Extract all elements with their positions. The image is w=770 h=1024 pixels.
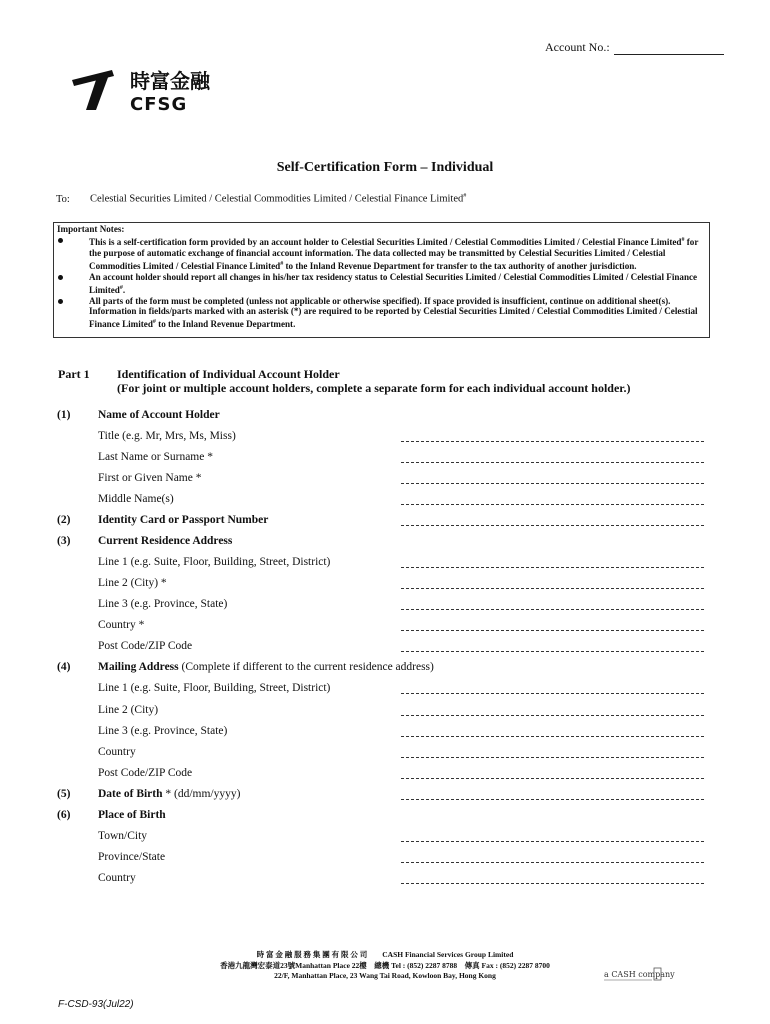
field-label: Country *	[98, 619, 145, 631]
field-label: Middle Name(s)	[98, 493, 174, 505]
form-number: F-CSD-93(Jul22)	[58, 999, 134, 1010]
field-blank-line[interactable]	[401, 693, 704, 694]
cfsg-logo	[70, 66, 230, 114]
field-label: Last Name or Surname *	[98, 451, 213, 463]
bullet-icon	[58, 238, 63, 243]
field-blank-line[interactable]	[401, 567, 704, 568]
field-label: Post Code/ZIP Code	[98, 640, 193, 652]
field-label: Title (e.g. Mr, Mrs, Ms, Miss)	[98, 430, 236, 442]
form-row	[0, 619, 770, 635]
field-blank-line[interactable]	[401, 630, 704, 631]
logo-english-text: CFSG	[130, 94, 188, 115]
form-row	[0, 451, 770, 467]
field-blank-line[interactable]	[401, 799, 704, 800]
form-row	[0, 430, 770, 446]
field-blank-line[interactable]	[401, 525, 704, 526]
important-notes-box	[53, 222, 710, 338]
to-value: Celestial Securities Limited / Celestial Commodities Limited / Celestial Finance Limited	[90, 193, 464, 205]
form-row	[0, 556, 770, 572]
bullet-icon	[58, 275, 63, 280]
field-blank-line[interactable]	[401, 651, 704, 652]
account-number-blank[interactable]	[614, 42, 724, 55]
note-item: All parts of the form must be completed (unless not applicable or otherwise specified). If space provided is insufficient, continue on additional sheet(s). Information in fields/parts marked with an asterisk (*) are required to be reported by Celestial Securities Limited / Celestial Commodities Limited / Celestial Finance Limited# to the Inland Revenue Department.	[57, 296, 706, 331]
notes-heading: Important Notes:	[57, 224, 125, 234]
form-row	[0, 830, 770, 846]
form-row	[0, 514, 770, 530]
field-blank-line[interactable]	[401, 862, 704, 863]
note-item: This is a self-certification form provided by an account holder to Celestial Securities Limited / Celestial Commodities Limited / Celestial Finance Limited# for the purpose of automatic exchange of financial account information. The data collected may be transmitted by Celestial Securities Limited / Celestial Commodities Limited / Celestial Finance Limited# to the Inland Revenue Department for transfer to the tax authority of another jurisdiction.	[57, 235, 706, 272]
field-blank-line[interactable]	[401, 441, 704, 442]
field-label: Name of Account Holder	[98, 409, 220, 421]
form-row	[0, 704, 770, 720]
field-blank-line[interactable]	[401, 757, 704, 758]
form-row	[0, 725, 770, 741]
to-mark: #	[463, 193, 467, 199]
field-blank-line[interactable]	[401, 609, 704, 610]
form-row	[0, 640, 770, 656]
field-label: Line 3 (e.g. Province, State)	[98, 725, 228, 737]
field-label: Line 1 (e.g. Suite, Floor, Building, Street, District)	[98, 556, 331, 568]
field-blank-line[interactable]	[401, 504, 704, 505]
part-heading: Identification of Individual Account Holder	[117, 367, 340, 381]
form-row	[0, 661, 770, 677]
bullet-icon	[58, 299, 63, 304]
svg-text:a CASH company: a CASH company	[604, 970, 675, 979]
field-blank-line[interactable]	[401, 883, 704, 884]
field-label: Line 2 (City) *	[98, 577, 167, 589]
form-row	[0, 872, 770, 888]
field-label: Country	[98, 872, 136, 884]
field-blank-line[interactable]	[401, 736, 704, 737]
part-title	[117, 367, 631, 395]
field-blank-line[interactable]	[401, 483, 704, 484]
footer-address-en: 22/F, Manhattan Place, 23 Wang Tai Road, Kowloon Bay, Hong Kong	[274, 971, 496, 980]
field-label: Current Residence Address	[98, 535, 233, 547]
field-blank-line[interactable]	[401, 841, 704, 842]
item-number: (5)	[57, 788, 71, 800]
field-label: Country	[98, 746, 136, 758]
item-number: (2)	[57, 514, 71, 526]
field-blank-line[interactable]	[401, 588, 704, 589]
form-row	[0, 809, 770, 825]
form-row	[0, 535, 770, 551]
item-number: (4)	[57, 661, 71, 673]
to-label: To:	[56, 193, 70, 205]
field-label: Line 2 (City)	[98, 704, 159, 716]
account-number-field	[545, 40, 724, 55]
logo-chinese-text: 時富金融	[130, 69, 210, 93]
form-row	[0, 682, 770, 698]
form-row	[0, 577, 770, 593]
field-label: Town/City	[98, 830, 148, 842]
field-label: Province/State	[98, 851, 166, 863]
form-row	[0, 767, 770, 783]
part-subheading: (For joint or multiple account holders, complete a separate form for each individual account holder.)	[117, 381, 631, 395]
footer-company: 時 富 金 融 服 務 集 團 有 限 公 司 CASH Financial Services Group Limited	[256, 950, 514, 959]
item-number: (3)	[57, 535, 71, 547]
account-number-label: Account No.:	[545, 40, 610, 54]
field-label: Date of Birth * (dd/mm/yyyy)	[98, 788, 241, 800]
addressee-line	[56, 193, 466, 205]
field-label: Place of Birth	[98, 809, 166, 821]
form-row	[0, 472, 770, 488]
field-label: Identity Card or Passport Number	[98, 514, 269, 526]
field-label: Line 3 (e.g. Province, State)	[98, 598, 228, 610]
field-label: Line 1 (e.g. Suite, Floor, Building, Street, District)	[98, 682, 331, 694]
field-label: Mailing Address (Complete if different to the current residence address)	[98, 661, 434, 673]
note-item: An account holder should report all changes in his/her tax residency status to Celestial Securities Limited / Celestial Commodities Limited / Celestial Finance Limited#.	[57, 272, 706, 296]
field-label: Post Code/ZIP Code	[98, 767, 193, 779]
form-row	[0, 788, 770, 804]
field-label: First or Given Name *	[98, 472, 202, 484]
form-row	[0, 851, 770, 867]
form-row	[0, 746, 770, 762]
form-row	[0, 598, 770, 614]
form-title: Self-Certification Form – Individual	[276, 160, 494, 175]
form-row	[0, 493, 770, 509]
field-blank-line[interactable]	[401, 715, 704, 716]
part-label: Part 1	[58, 367, 90, 381]
cash-company-logo	[604, 965, 675, 985]
item-number: (6)	[57, 809, 71, 821]
form-row	[0, 409, 770, 425]
footer-address-cn: 香港九龍灣宏泰道23號Manhattan Place 22樓 總機 Tel : (852) 2287 8788 傳真 Fax : (852) 2287 8700	[220, 960, 550, 970]
item-number: (1)	[57, 409, 71, 421]
field-blank-line[interactable]	[401, 462, 704, 463]
field-blank-line[interactable]	[401, 778, 704, 779]
